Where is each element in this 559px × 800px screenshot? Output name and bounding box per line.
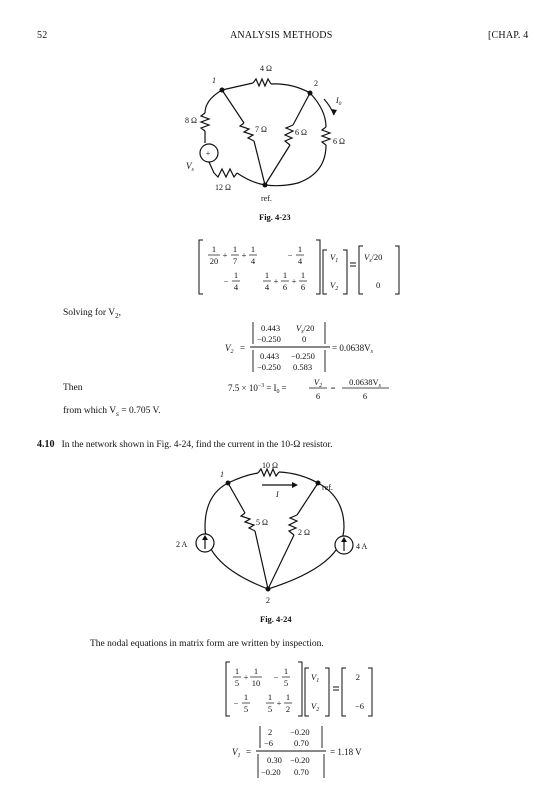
fig2-node2-label: 2 (266, 596, 270, 605)
svg-text:1: 1 (297, 244, 303, 254)
matrix-equation-1 (0, 238, 559, 298)
svg-text:0.30: 0.30 (267, 755, 282, 765)
svg-text:V2: $V_2$ (225, 343, 234, 355)
r-left-label: 8 Ω (185, 116, 197, 125)
svg-text:5: 5 (243, 704, 249, 714)
svg-text:−6: −6 (354, 701, 364, 711)
vs-label: $V_s$ (186, 161, 194, 173)
source-plus: + (205, 149, 211, 158)
svg-text:1: 1 (250, 244, 256, 254)
svg-text:−: − (287, 250, 293, 260)
fig2-src-left-label: 2 A (176, 540, 188, 549)
node1-label: 1 (212, 76, 216, 85)
svg-text:−: − (233, 698, 239, 708)
svg-text:1: 1 (211, 244, 217, 254)
svg-text:0.443: 0.443 (261, 323, 281, 333)
circuit-figure-4-24 (0, 455, 559, 605)
svg-text:5: 5 (267, 704, 273, 714)
svg-text:Vs/20: $V_s/20$ (296, 323, 315, 335)
problem-4-10: 4.10 In the network shown in Fig. 4-24, find the current in the 10-Ω resistor. (37, 439, 333, 450)
svg-text:−0.20: −0.20 (290, 755, 310, 765)
r-top-label: 4 Ω (260, 64, 272, 73)
svg-text:0: 0 (376, 280, 381, 290)
nodal-text: The nodal equations in matrix form are written by inspection. (90, 639, 324, 649)
svg-text:−: − (273, 672, 279, 682)
page-number: 52 (37, 30, 48, 41)
svg-text:V1: $V_1$ (330, 252, 339, 264)
svg-text:−0.20: −0.20 (261, 767, 281, 777)
svg-text:0.70: 0.70 (294, 767, 309, 777)
fig2-src-right-label: 4 A (356, 542, 368, 551)
svg-text:20: 20 (209, 256, 219, 266)
i0-label: $I_0$ (336, 96, 342, 107)
svg-text:+: + (243, 672, 249, 682)
svg-text:V2: $V_2$ (313, 377, 323, 389)
svg-text:5: 5 (283, 678, 289, 688)
svg-text:6: 6 (315, 391, 321, 401)
svg-text:−6: −6 (264, 738, 274, 748)
svg-text:0.70: 0.70 (294, 738, 309, 748)
svg-text:Vs/20: $V_s/20$ (364, 252, 383, 264)
svg-text:+: + (241, 250, 247, 260)
svg-text:−0.250: −0.250 (291, 351, 315, 361)
svg-text:=: = (240, 343, 246, 353)
svg-text:1: 1 (283, 666, 289, 676)
svg-text:+: + (222, 250, 228, 260)
svg-text:4: 4 (264, 282, 270, 292)
r-mid1-label: 7 Ω (255, 125, 267, 134)
svg-text:4: 4 (250, 256, 256, 266)
svg-text:1: 1 (234, 666, 240, 676)
svg-text:1: 1 (267, 692, 273, 702)
r-mid2-label: 6 Ω (295, 128, 307, 137)
svg-text:1: 1 (264, 270, 270, 280)
svg-text:1: 1 (232, 244, 238, 254)
svg-text:V2: $V_2$ (311, 701, 320, 713)
svg-text:+: + (291, 276, 297, 286)
svg-text:6: 6 (362, 391, 368, 401)
svg-text:+: + (273, 276, 279, 286)
ref-label: ref. (261, 194, 272, 203)
fig-4-24-caption: Fig. 4-24 (260, 614, 292, 624)
svg-text:7: 7 (232, 256, 238, 266)
svg-text:2: 2 (355, 672, 360, 682)
svg-text:=: = (246, 747, 252, 757)
svg-text:0.0638Vs: $0.0638V_s$ (349, 377, 381, 389)
fig-4-23-caption: Fig. 4-23 (259, 212, 291, 222)
then-equation (0, 374, 559, 404)
svg-text:1: 1 (282, 270, 288, 280)
fig2-r-mid2-label: 2 Ω (298, 528, 310, 537)
svg-text:0.443: 0.443 (260, 351, 280, 361)
r-right-label: 6 Ω (333, 137, 345, 146)
running-title: ANALYSIS METHODS (230, 30, 333, 41)
svg-text:V1: $V_1$ (311, 672, 320, 684)
svg-text:0: 0 (302, 334, 307, 344)
svg-text:V2: $V_2$ (330, 280, 339, 292)
svg-text:2: 2 (268, 727, 273, 737)
r-bottom-label: 12 Ω (215, 183, 231, 192)
then-label: Then (63, 383, 83, 393)
svg-text:−: − (223, 276, 229, 286)
svg-text:1: 1 (300, 270, 306, 280)
svg-text:4: 4 (297, 256, 303, 266)
svg-text:10: 10 (251, 678, 261, 688)
svg-text:= 0.0638Vs: = $0.0638V_s$ (332, 343, 373, 355)
svg-text:V1: $V_1$ (232, 747, 241, 759)
fig2-r-mid1-label: 5 Ω (256, 518, 268, 527)
svg-text:+: + (276, 698, 282, 708)
svg-text:6: 6 (300, 282, 306, 292)
svg-text:0.583: 0.583 (293, 362, 313, 372)
node2-label: 2 (314, 79, 318, 88)
svg-text:−0.250: −0.250 (257, 362, 281, 372)
cramer-v1-equation (0, 722, 559, 784)
svg-text:1: 1 (253, 666, 259, 676)
svg-text:−0.20: −0.20 (290, 727, 310, 737)
fig2-current-label: I (276, 490, 279, 499)
svg-text:5: 5 (234, 678, 240, 688)
svg-text:=: = (330, 383, 336, 393)
svg-text:−0.250: −0.250 (257, 334, 281, 344)
svg-text:6: 6 (282, 282, 288, 292)
from-which-text: from which $V_s = 0.705$ V. (63, 406, 161, 418)
fig2-r-top-label: 10 Ω (262, 461, 278, 470)
cramer-v2-equation (0, 318, 559, 378)
svg-text:2: 2 (285, 704, 291, 714)
svg-text:1: 1 (285, 692, 291, 702)
svg-text:1: 1 (233, 270, 239, 280)
solving-text: Solving for $V_2$, (63, 308, 121, 320)
fig2-node1-label: 1 (220, 470, 224, 479)
svg-text:= 1.18 V: = 1.18 V (330, 747, 362, 757)
fig2-ref-label: ref. (322, 483, 333, 492)
svg-text:7.5 × 10−3= I0=: $7.5 \times 10^{-3} = I_0$ = (228, 383, 287, 395)
svg-text:1: 1 (243, 692, 249, 702)
chapter-label: [CHAP. 4 (488, 30, 529, 41)
matrix-equation-2 (0, 660, 559, 720)
svg-text:4: 4 (233, 282, 239, 292)
